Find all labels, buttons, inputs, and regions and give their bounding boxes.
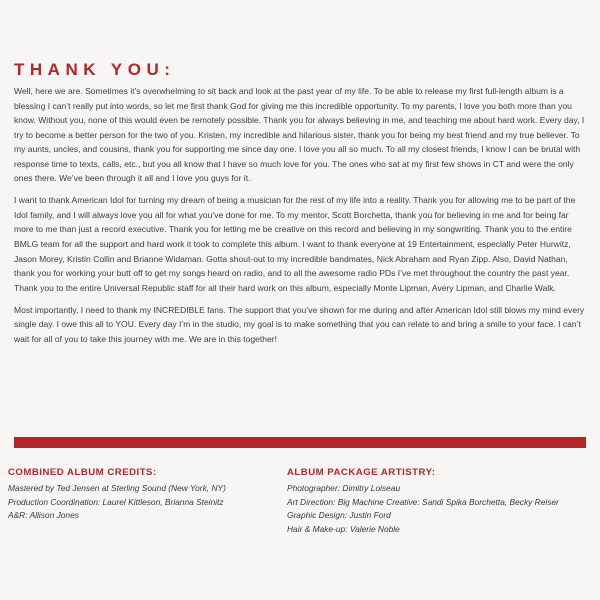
credit-names: Allison Jones: [27, 510, 79, 521]
page-title: THANK YOU:: [14, 60, 176, 79]
credit-line: [287, 482, 587, 496]
credits-heading: COMBINED ALBUM CREDITS:: [8, 467, 157, 478]
album-package-artistry: [287, 466, 587, 537]
credit-names: Valerie Noble: [347, 524, 400, 535]
credit-names: Dimitry Loiseau: [340, 482, 401, 493]
credit-line: [8, 482, 288, 496]
credits-heading: ALBUM PACKAGE ARTISTRY:: [287, 467, 436, 478]
credit-role: Hair & Make-up:: [287, 524, 348, 535]
credit-line: [287, 509, 587, 523]
credit-role: Photographer:: [287, 482, 341, 493]
credit-names: Justin Ford: [347, 510, 391, 521]
credit-role: Production Coordination:: [8, 496, 101, 507]
credit-line: [8, 496, 288, 510]
paragraph: I want to thank American Idol for turning my dream of being a musician for the rest of my life into a reality. Thank you for allowing me to be part of the Idol family, and I will always love you all for what you’ve done for me. To my mentor, Scott Borchetta, thank you for believing in me and for being far more to me than just a record executive. Thank you for letting me be creative on this record and believing in my songwriting. Thank you to the entire BMLG team for all the support and hard work it took to complete this album. I want to thank everyone at 19 Entertainment, especially Peter Hurwitz, Jason Morey, Kristin Collin and Brianne Widaman. Gotta shout-out to my incredible bandmates, Nick Abraham and Ryan Zipp. Also, David Nathan, thank you for working your butt off to get my songs heard on radio, and to all the awesome radio PDs I’ve met throughout the country the past year. Thank you to the entire Universal Republic staff for all their hard work on this album, especially Monte Lipman, Avery Lipman, and Charlie Walk.: [14, 195, 576, 293]
paragraph: Most importantly, I need to thank my INCREDIBLE fans. The support that you’ve shown for me during and after American Idol still blows my mind every single day. I owe this all to YOU. Every day I’m in the studio, my goal is to make something that you can relate to and bring a smile to your face. I can’t wait for all of you to take this journey with me. We are in this together!: [14, 304, 585, 344]
credit-names: Big Machine Creative: Sandi Spika Borchetta, Becky Reiser: [335, 496, 559, 507]
thank-you-body: [14, 84, 586, 354]
credit-names: Laurel Kittleson, Brianna Steinitz: [100, 496, 224, 507]
paragraph: Well, here we are. Sometimes it’s overwhelming to sit back and look at the past year of my life. To be able to release my first full-length album is a blessing I can’t really put into words, so let me first thank God for giving me this incredible opportunity. To my parents, I love you both more than you know. Without you, none of this would even be remotely possible. Thank you for always believing in me, and teaching me about hard work. Every day, I try to become a better person for the two of you. Kristen, my incredible and hilarious sister, thank you for being my best friend and my true believer. To my aunts, uncles, and cousins, thank you for supporting me since day one. I love you all so much. To all my closest friends, I know I can be brutal with response time to texts, calls, etc., but you all know that I have so much love for you. The ones who sat at my first few shows in CT and were the only ones there. We’ve been through it all and I love you guys for it.: [14, 86, 585, 184]
credit-role: Art Direction:: [287, 496, 336, 507]
combined-album-credits: [8, 466, 288, 523]
credit-line: [287, 523, 587, 537]
credit-line: [287, 496, 587, 510]
divider-bar: [14, 437, 586, 448]
credit-role: Graphic Design:: [287, 510, 348, 521]
credit-line: [8, 509, 288, 523]
credit-role: Mastered by Ted Jensen at Sterling Sound (New York, NY): [8, 482, 226, 493]
credit-role: A&R:: [8, 510, 28, 521]
